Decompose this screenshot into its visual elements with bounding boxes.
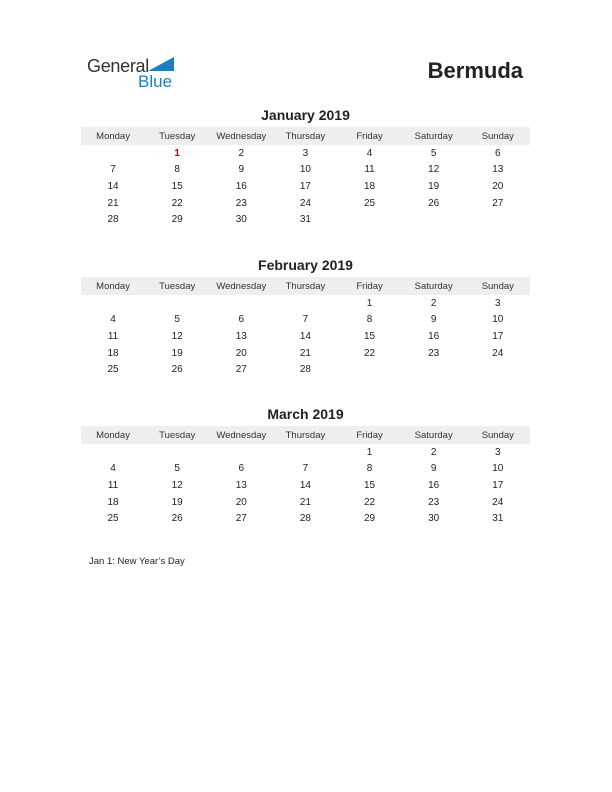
day-cell: 20 bbox=[492, 180, 504, 192]
week-row bbox=[81, 145, 530, 162]
day-cell: 25 bbox=[107, 513, 119, 525]
week-row bbox=[81, 510, 530, 527]
day-cell: 11 bbox=[364, 164, 375, 176]
day-cell: 15 bbox=[364, 330, 376, 342]
month-february bbox=[81, 255, 530, 378]
weekday-header: Thursday bbox=[285, 280, 326, 292]
day-cell: 13 bbox=[235, 330, 247, 342]
day-cell: 21 bbox=[299, 347, 311, 359]
day-cell: 29 bbox=[364, 513, 376, 525]
day-cell: 9 bbox=[238, 164, 245, 176]
day-cell: 8 bbox=[366, 314, 373, 326]
day-cell: 30 bbox=[428, 513, 440, 525]
day-cell: 31 bbox=[299, 214, 311, 226]
day-cell: 5 bbox=[174, 314, 180, 326]
day-cell: 7 bbox=[302, 463, 309, 475]
day-cell: 28 bbox=[299, 364, 311, 376]
logo-triangle-icon bbox=[148, 57, 174, 71]
month-title: January 2019 bbox=[261, 107, 350, 123]
day-cell: 24 bbox=[492, 347, 504, 359]
logo-text-blue: Blue bbox=[138, 72, 173, 91]
day-cell: 27 bbox=[492, 197, 504, 209]
day-cell: 3 bbox=[495, 446, 501, 458]
weekday-header: Tuesday bbox=[159, 130, 196, 142]
week-row bbox=[81, 195, 530, 212]
weekday-header: Thursday bbox=[285, 130, 326, 142]
day-cell: 26 bbox=[171, 364, 183, 376]
weekday-header: Wednesday bbox=[216, 429, 267, 441]
day-cell: 4 bbox=[366, 147, 373, 159]
day-cell: 12 bbox=[171, 479, 183, 491]
day-cell: 19 bbox=[171, 347, 183, 359]
day-cell: 21 bbox=[299, 496, 311, 508]
weekday-header: Saturday bbox=[414, 280, 453, 292]
day-cell: 2 bbox=[430, 297, 437, 309]
week-row bbox=[81, 345, 530, 362]
day-cell: 16 bbox=[428, 330, 440, 342]
day-cell: 1 bbox=[366, 297, 373, 309]
day-cell: 29 bbox=[171, 214, 183, 226]
logo-text-general: General bbox=[87, 56, 149, 76]
day-cell: 19 bbox=[171, 496, 183, 508]
week-row bbox=[81, 162, 530, 179]
day-cell: 1 bbox=[366, 446, 373, 458]
day-cell: 24 bbox=[299, 197, 311, 209]
week-row bbox=[81, 312, 530, 329]
week-row bbox=[81, 328, 530, 345]
day-cell: 11 bbox=[107, 330, 119, 342]
day-cell: 4 bbox=[110, 463, 116, 475]
day-cell: 18 bbox=[364, 180, 376, 192]
month-january bbox=[81, 105, 530, 228]
weekday-header-row bbox=[81, 426, 530, 444]
weekday-header: Wednesday bbox=[216, 280, 267, 292]
weekday-header: Friday bbox=[356, 429, 383, 441]
month-title: February 2019 bbox=[258, 257, 353, 273]
day-cell: 1 bbox=[174, 147, 180, 159]
day-cell: 5 bbox=[174, 463, 180, 475]
weekday-header: Wednesday bbox=[216, 130, 267, 142]
holiday-notes bbox=[89, 556, 185, 567]
day-cell: 13 bbox=[492, 164, 504, 176]
month-march bbox=[81, 404, 530, 527]
day-cell: 24 bbox=[492, 496, 504, 508]
day-cell: 3 bbox=[495, 297, 501, 309]
weekday-header-row bbox=[81, 127, 530, 145]
day-cell: 22 bbox=[364, 347, 376, 359]
day-cell: 6 bbox=[238, 314, 245, 326]
weekday-header: Friday bbox=[356, 130, 383, 142]
week-row bbox=[81, 494, 530, 511]
day-cell: 10 bbox=[492, 463, 504, 475]
day-cell: 6 bbox=[495, 147, 501, 159]
day-cell: 14 bbox=[299, 479, 311, 491]
week-row bbox=[81, 444, 530, 461]
day-cell: 4 bbox=[110, 314, 116, 326]
weekday-header: Saturday bbox=[414, 429, 453, 441]
day-cell: 15 bbox=[364, 479, 376, 491]
day-cell: 5 bbox=[430, 147, 437, 159]
weekday-header: Sunday bbox=[481, 280, 514, 292]
weekday-header: Sunday bbox=[481, 429, 514, 441]
day-cell: 6 bbox=[238, 463, 245, 475]
day-cell: 2 bbox=[430, 446, 437, 458]
day-cell: 9 bbox=[430, 314, 437, 326]
day-cell: 27 bbox=[235, 364, 247, 376]
day-cell: 13 bbox=[235, 479, 247, 491]
day-cell: 12 bbox=[428, 164, 440, 176]
week-row bbox=[81, 178, 530, 195]
weekday-header: Tuesday bbox=[159, 280, 196, 292]
day-cell: 16 bbox=[428, 479, 440, 491]
day-cell: 7 bbox=[302, 314, 309, 326]
day-cell: 3 bbox=[302, 147, 309, 159]
day-cell: 19 bbox=[428, 180, 440, 192]
weekday-header: Friday bbox=[356, 280, 383, 292]
day-cell: 25 bbox=[364, 197, 376, 209]
month-title: March 2019 bbox=[267, 406, 344, 422]
weekday-header: Tuesday bbox=[159, 429, 196, 441]
week-row bbox=[81, 477, 530, 494]
day-cell: 18 bbox=[107, 347, 119, 359]
country-title: Bermuda bbox=[427, 58, 523, 83]
day-cell: 27 bbox=[235, 513, 247, 525]
week-row bbox=[81, 295, 530, 312]
day-cell: 16 bbox=[235, 180, 247, 192]
day-cell: 14 bbox=[107, 180, 119, 192]
day-cell: 12 bbox=[171, 330, 183, 342]
weekday-header: Monday bbox=[96, 429, 130, 441]
day-cell: 23 bbox=[235, 197, 247, 209]
day-cell: 17 bbox=[492, 479, 504, 491]
weekday-header: Sunday bbox=[481, 130, 514, 142]
day-cell: 18 bbox=[107, 496, 119, 508]
week-row bbox=[81, 211, 530, 228]
week-row bbox=[81, 361, 530, 378]
day-cell: 20 bbox=[235, 347, 247, 359]
day-cell: 22 bbox=[171, 197, 183, 209]
day-cell: 20 bbox=[235, 496, 247, 508]
day-cell: 17 bbox=[492, 330, 504, 342]
day-cell: 28 bbox=[299, 513, 311, 525]
day-cell: 11 bbox=[107, 479, 119, 491]
day-cell: 10 bbox=[299, 164, 311, 176]
day-cell: 26 bbox=[428, 197, 440, 209]
day-cell: 26 bbox=[171, 513, 183, 525]
day-cell: 28 bbox=[107, 214, 119, 226]
day-cell: 8 bbox=[174, 164, 180, 176]
day-cell: 8 bbox=[366, 463, 373, 475]
day-cell: 25 bbox=[107, 364, 119, 376]
day-cell: 14 bbox=[299, 330, 311, 342]
day-cell: 23 bbox=[428, 496, 440, 508]
weekday-header: Thursday bbox=[285, 429, 326, 441]
day-cell: 15 bbox=[171, 180, 183, 192]
day-cell: 23 bbox=[428, 347, 440, 359]
day-cell: 2 bbox=[238, 147, 245, 159]
day-cell: 30 bbox=[235, 214, 247, 226]
week-row bbox=[81, 461, 530, 478]
day-cell: 7 bbox=[110, 164, 116, 176]
day-cell: 17 bbox=[299, 180, 311, 192]
weekday-header: Monday bbox=[96, 280, 130, 292]
day-cell: 9 bbox=[430, 463, 437, 475]
day-cell: 22 bbox=[364, 496, 376, 508]
day-cell: 21 bbox=[107, 197, 119, 209]
weekday-header-row bbox=[81, 277, 530, 295]
holiday-note: Jan 1: New Year’s Day bbox=[89, 556, 185, 567]
weekday-header: Monday bbox=[96, 130, 130, 142]
brand-logo bbox=[87, 56, 187, 92]
day-cell: 10 bbox=[492, 314, 504, 326]
weekday-header: Saturday bbox=[414, 130, 453, 142]
day-cell: 31 bbox=[492, 513, 504, 525]
